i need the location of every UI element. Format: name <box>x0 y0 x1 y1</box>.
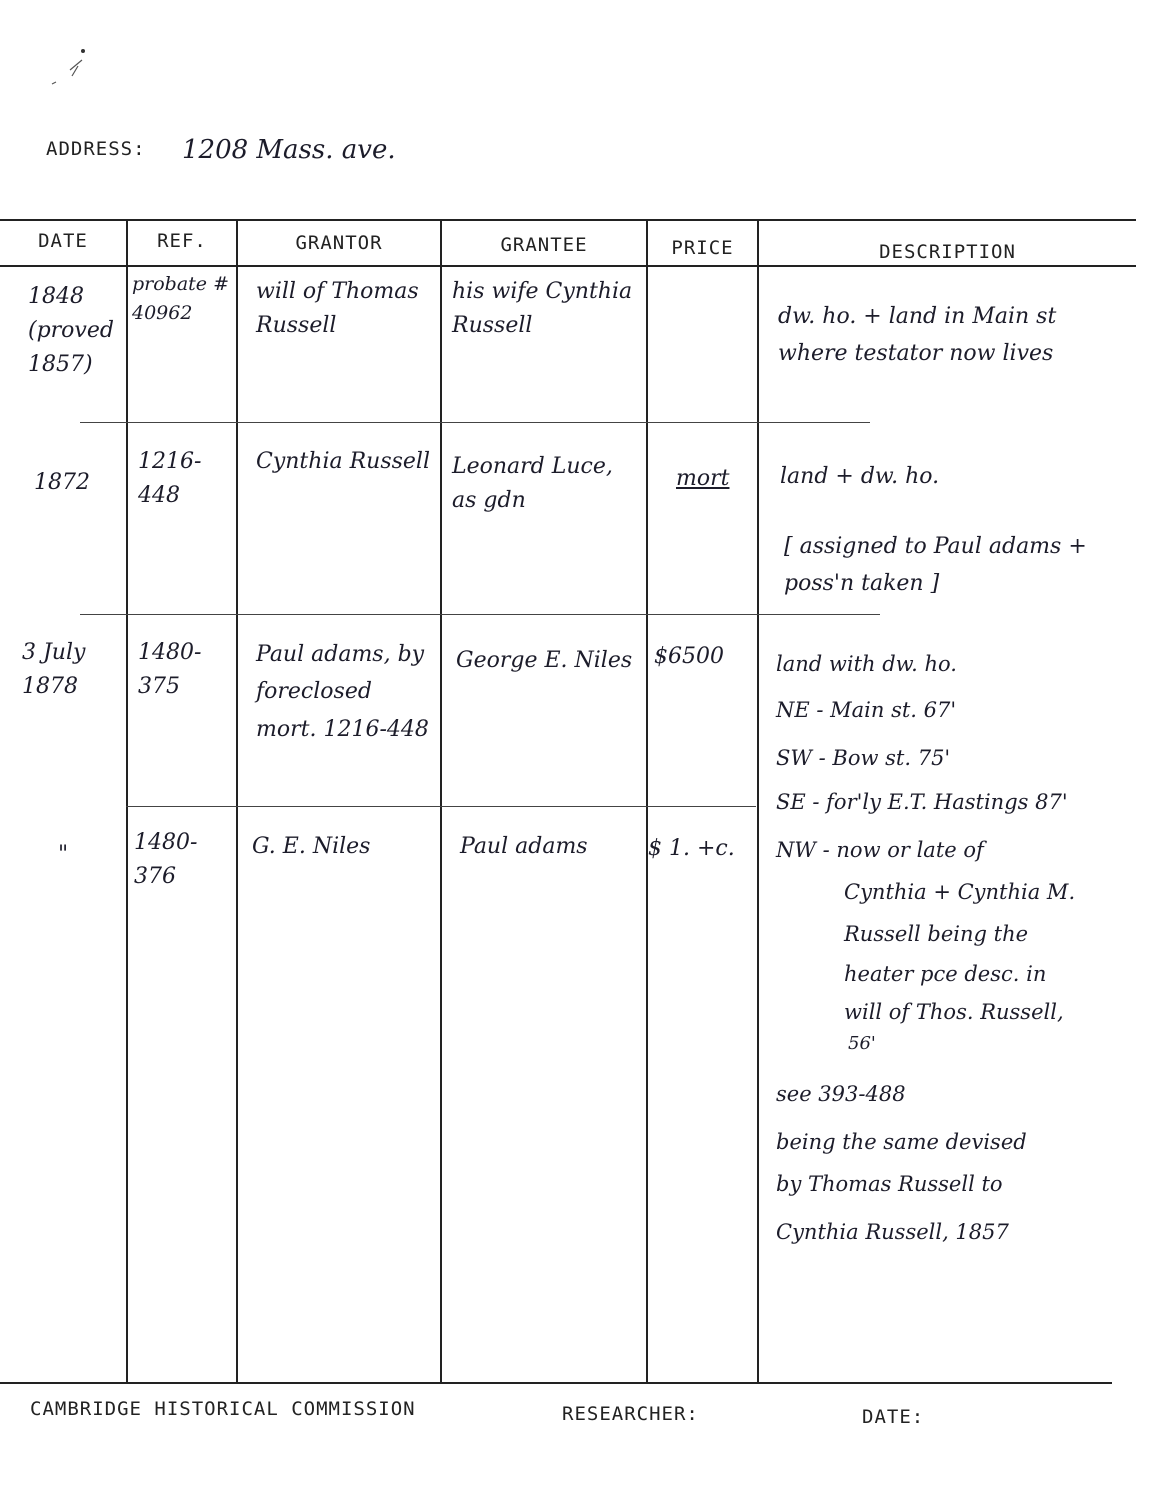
entry-description-line: Russell being the <box>844 922 1029 946</box>
entry-grantor: will of Thomas Russell <box>256 279 419 339</box>
entry-description-line: will of Thos. Russell, <box>844 1000 1064 1024</box>
entry-description-line: NE - Main st. 67' <box>776 698 957 722</box>
entry-description-line: see 393-488 <box>776 1082 906 1106</box>
col-header-price: PRICE <box>671 237 734 259</box>
row-separator <box>126 806 756 807</box>
entry-ref: 1480-376 <box>134 830 198 890</box>
entry-description-line: SE - for'ly E.T. Hastings 87' <box>776 790 1068 814</box>
entry-date: 3 July 1878 <box>22 640 86 700</box>
col-divider-1 <box>126 219 128 1382</box>
entry-ref: 1216-448 <box>138 449 202 509</box>
col-header-description: DESCRIPTION <box>879 241 1016 263</box>
col-header-grantee: GRANTEE <box>500 234 588 256</box>
col-header-grantor: GRANTOR <box>295 232 383 254</box>
entry-grantee: Paul adams <box>460 834 588 859</box>
entry-ref: probate # 40962 <box>132 273 230 325</box>
entry-description-line: SW - Bow st. 75' <box>776 746 951 770</box>
entry-description-line: 56' <box>848 1033 876 1054</box>
col-divider-3 <box>440 219 442 1382</box>
entry-note: [ assigned to Paul adams + poss'n taken ] <box>784 534 1087 597</box>
footer-date-label: DATE: <box>862 1406 925 1428</box>
corner-marks-glyph <box>48 46 88 86</box>
footer-researcher-label: RESEARCHER: <box>562 1403 699 1425</box>
entry-description-line: heater pce desc. in <box>844 962 1047 986</box>
entry-description-line: by Thomas Russell to <box>776 1172 1003 1196</box>
entry-grantee: his wife Cynthia Russell <box>452 279 633 339</box>
col-header-ref: REF. <box>157 230 207 252</box>
footer-org: CAMBRIDGE HISTORICAL COMMISSION <box>30 1398 416 1420</box>
entry-description-line: Cynthia + Cynthia M. <box>844 880 1076 904</box>
table-top-rule <box>0 219 1136 221</box>
address-value: 1208 Mass. ave. <box>182 135 396 165</box>
row-separator <box>80 614 880 615</box>
address-label: ADDRESS: <box>46 138 146 160</box>
corner-marks <box>48 46 88 86</box>
entry-ref: 1480-375 <box>138 640 202 700</box>
entry-date: 1848 (proved 1857) <box>28 284 114 378</box>
entry-description-line: land with dw. ho. <box>776 652 957 676</box>
table-bottom-rule <box>0 1382 1112 1384</box>
row-separator <box>80 422 870 423</box>
header-bottom-rule <box>0 265 1136 267</box>
entry-grantor: G. E. Niles <box>252 834 371 859</box>
entry-price: $ 1. +c. <box>648 836 735 861</box>
entry-grantee: Leonard Luce, as gdn <box>452 454 613 514</box>
entry-description-line: being the same devised <box>776 1130 1027 1154</box>
entry-description: land + dw. ho. <box>780 464 940 489</box>
entry-grantee: George E. Niles <box>456 648 633 673</box>
entry-grantor: Paul adams, by foreclosed mort. 1216-448 <box>256 642 429 742</box>
entry-description-line: Cynthia Russell, 1857 <box>776 1220 1009 1244</box>
entry-date: " <box>58 842 69 867</box>
entry-description: dw. ho. + land in Main st where testator now lives <box>778 304 1057 367</box>
col-divider-5 <box>757 219 759 1382</box>
col-header-date: DATE <box>38 230 88 252</box>
entry-description-line: NW - now or late of <box>776 838 984 862</box>
entry-price: mort <box>676 466 730 491</box>
entry-price: $6500 <box>654 644 724 669</box>
col-divider-2 <box>236 219 238 1382</box>
col-divider-4 <box>646 219 648 1382</box>
entry-grantor: Cynthia Russell <box>256 449 430 474</box>
entry-date: 1872 <box>34 470 90 495</box>
